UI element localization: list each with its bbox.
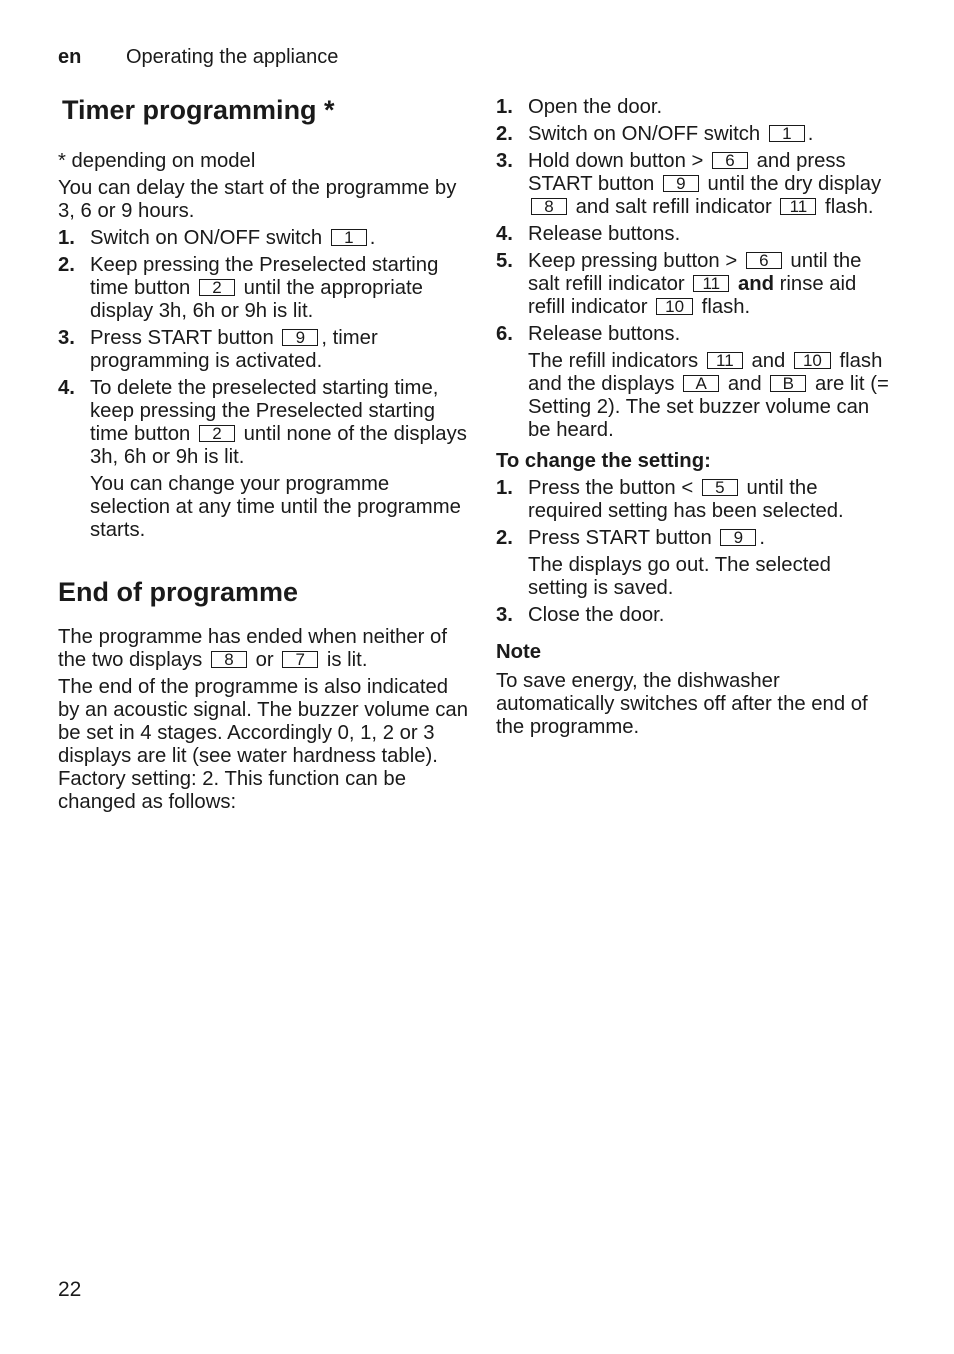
display-box: 8 (531, 198, 567, 215)
setting-steps (496, 96, 896, 346)
right-column (496, 96, 896, 743)
indicator-box: 11 (707, 352, 743, 369)
timer-steps (58, 227, 468, 469)
button-box: 9 (663, 175, 699, 192)
switch-box: 1 (331, 229, 367, 246)
timer-after-note: You can change your programme selection at any time until the programme starts. (90, 473, 461, 541)
page-number: 22 (58, 1278, 82, 1301)
setting-step-6: 6. Release buttons. (496, 323, 681, 345)
timer-heading: Timer programming * (62, 95, 335, 125)
indicator-box: 11 (693, 275, 729, 292)
section-title: Operating the appliance (126, 46, 339, 68)
button-box: 6 (712, 152, 748, 169)
end-heading: End of programme (58, 577, 299, 607)
end-paragraph-2: The end of the programme is also indicated by an acoustic signal. The buzzer volume can be set in 4 stages. Accordingly 0, 1, 2 or 3 displays are lit (see water hardness table). Factory setting: 2. This function can be changed as follows: (58, 676, 468, 813)
button-box: 5 (702, 479, 738, 496)
display-box: B (770, 375, 806, 392)
change-steps (496, 477, 896, 550)
change-step-2: 2. Press START button 9 . (496, 527, 766, 549)
indicator-box: 11 (780, 198, 816, 215)
change-steps-cont (496, 604, 896, 627)
display-box: 8 (211, 651, 247, 668)
timer-step-4: 4. To delete the preselected starting time, keep pressing the Preselected starting time button 2 until none of the displays 3h, 6h or 9h is lit. (58, 377, 467, 468)
display-box: 7 (282, 651, 318, 668)
setting-step-2: 2. Switch on ON/OFF switch 1 . (496, 123, 814, 145)
change-setting-heading: To change the setting: (496, 450, 711, 472)
button-box: 2 (199, 279, 235, 296)
display-box: A (683, 375, 719, 392)
note-heading: Note (496, 641, 542, 663)
change-step-3: 3. Close the door. (496, 604, 665, 626)
switch-box: 1 (769, 125, 805, 142)
end-paragraph-1: The programme has ended when neither of the two displays 8 or 7 is lit. (58, 626, 447, 671)
change-step-2-result: The displays go out. The selected setting is saved. (528, 554, 831, 599)
language-code: en (58, 46, 82, 68)
setting-step-4: 4. Release buttons. (496, 223, 681, 245)
timer-step-1: 1. Switch on ON/OFF switch 1 . (58, 227, 376, 249)
timer-footnote: * depending on model (58, 150, 256, 172)
button-box: 2 (199, 425, 235, 442)
timer-step-3: 3. Press START button 9 , timer programming is activated. (58, 327, 378, 372)
timer-step-2: 2. Keep pressing the Preselected starting time button 2 until the appropriate display 3h, 6h or 9h is lit. (58, 254, 439, 322)
change-step-1: 1. Press the button < 5 until the required setting has been selected. (496, 477, 844, 522)
left-column (58, 94, 468, 818)
setting-step-3: 3. Hold down button > 6 and press START button 9 until the dry display 8 and salt refill indicator 11 flash. (496, 150, 882, 218)
button-box: 9 (720, 529, 756, 546)
button-box: 6 (746, 252, 782, 269)
setting-step-1: 1. Open the door. (496, 96, 663, 118)
indicator-box: 10 (656, 298, 693, 315)
indicator-box: 10 (794, 352, 831, 369)
note-text: To save energy, the dishwasher automatically switches off after the end of the programme. (496, 670, 868, 738)
setting-step-5: 5. Keep pressing button > 6 until the salt refill indicator 11 and rinse aid refill indicator 10 flash. (496, 250, 862, 318)
timer-intro: You can delay the start of the programme by 3, 6 or 9 hours. (58, 177, 457, 222)
setting-step-6-result: The refill indicators 11 and 10 flash and the displays A and B are lit (= Setting 2). The set buzzer volume can be heard. (528, 350, 889, 441)
button-box: 9 (282, 329, 318, 346)
